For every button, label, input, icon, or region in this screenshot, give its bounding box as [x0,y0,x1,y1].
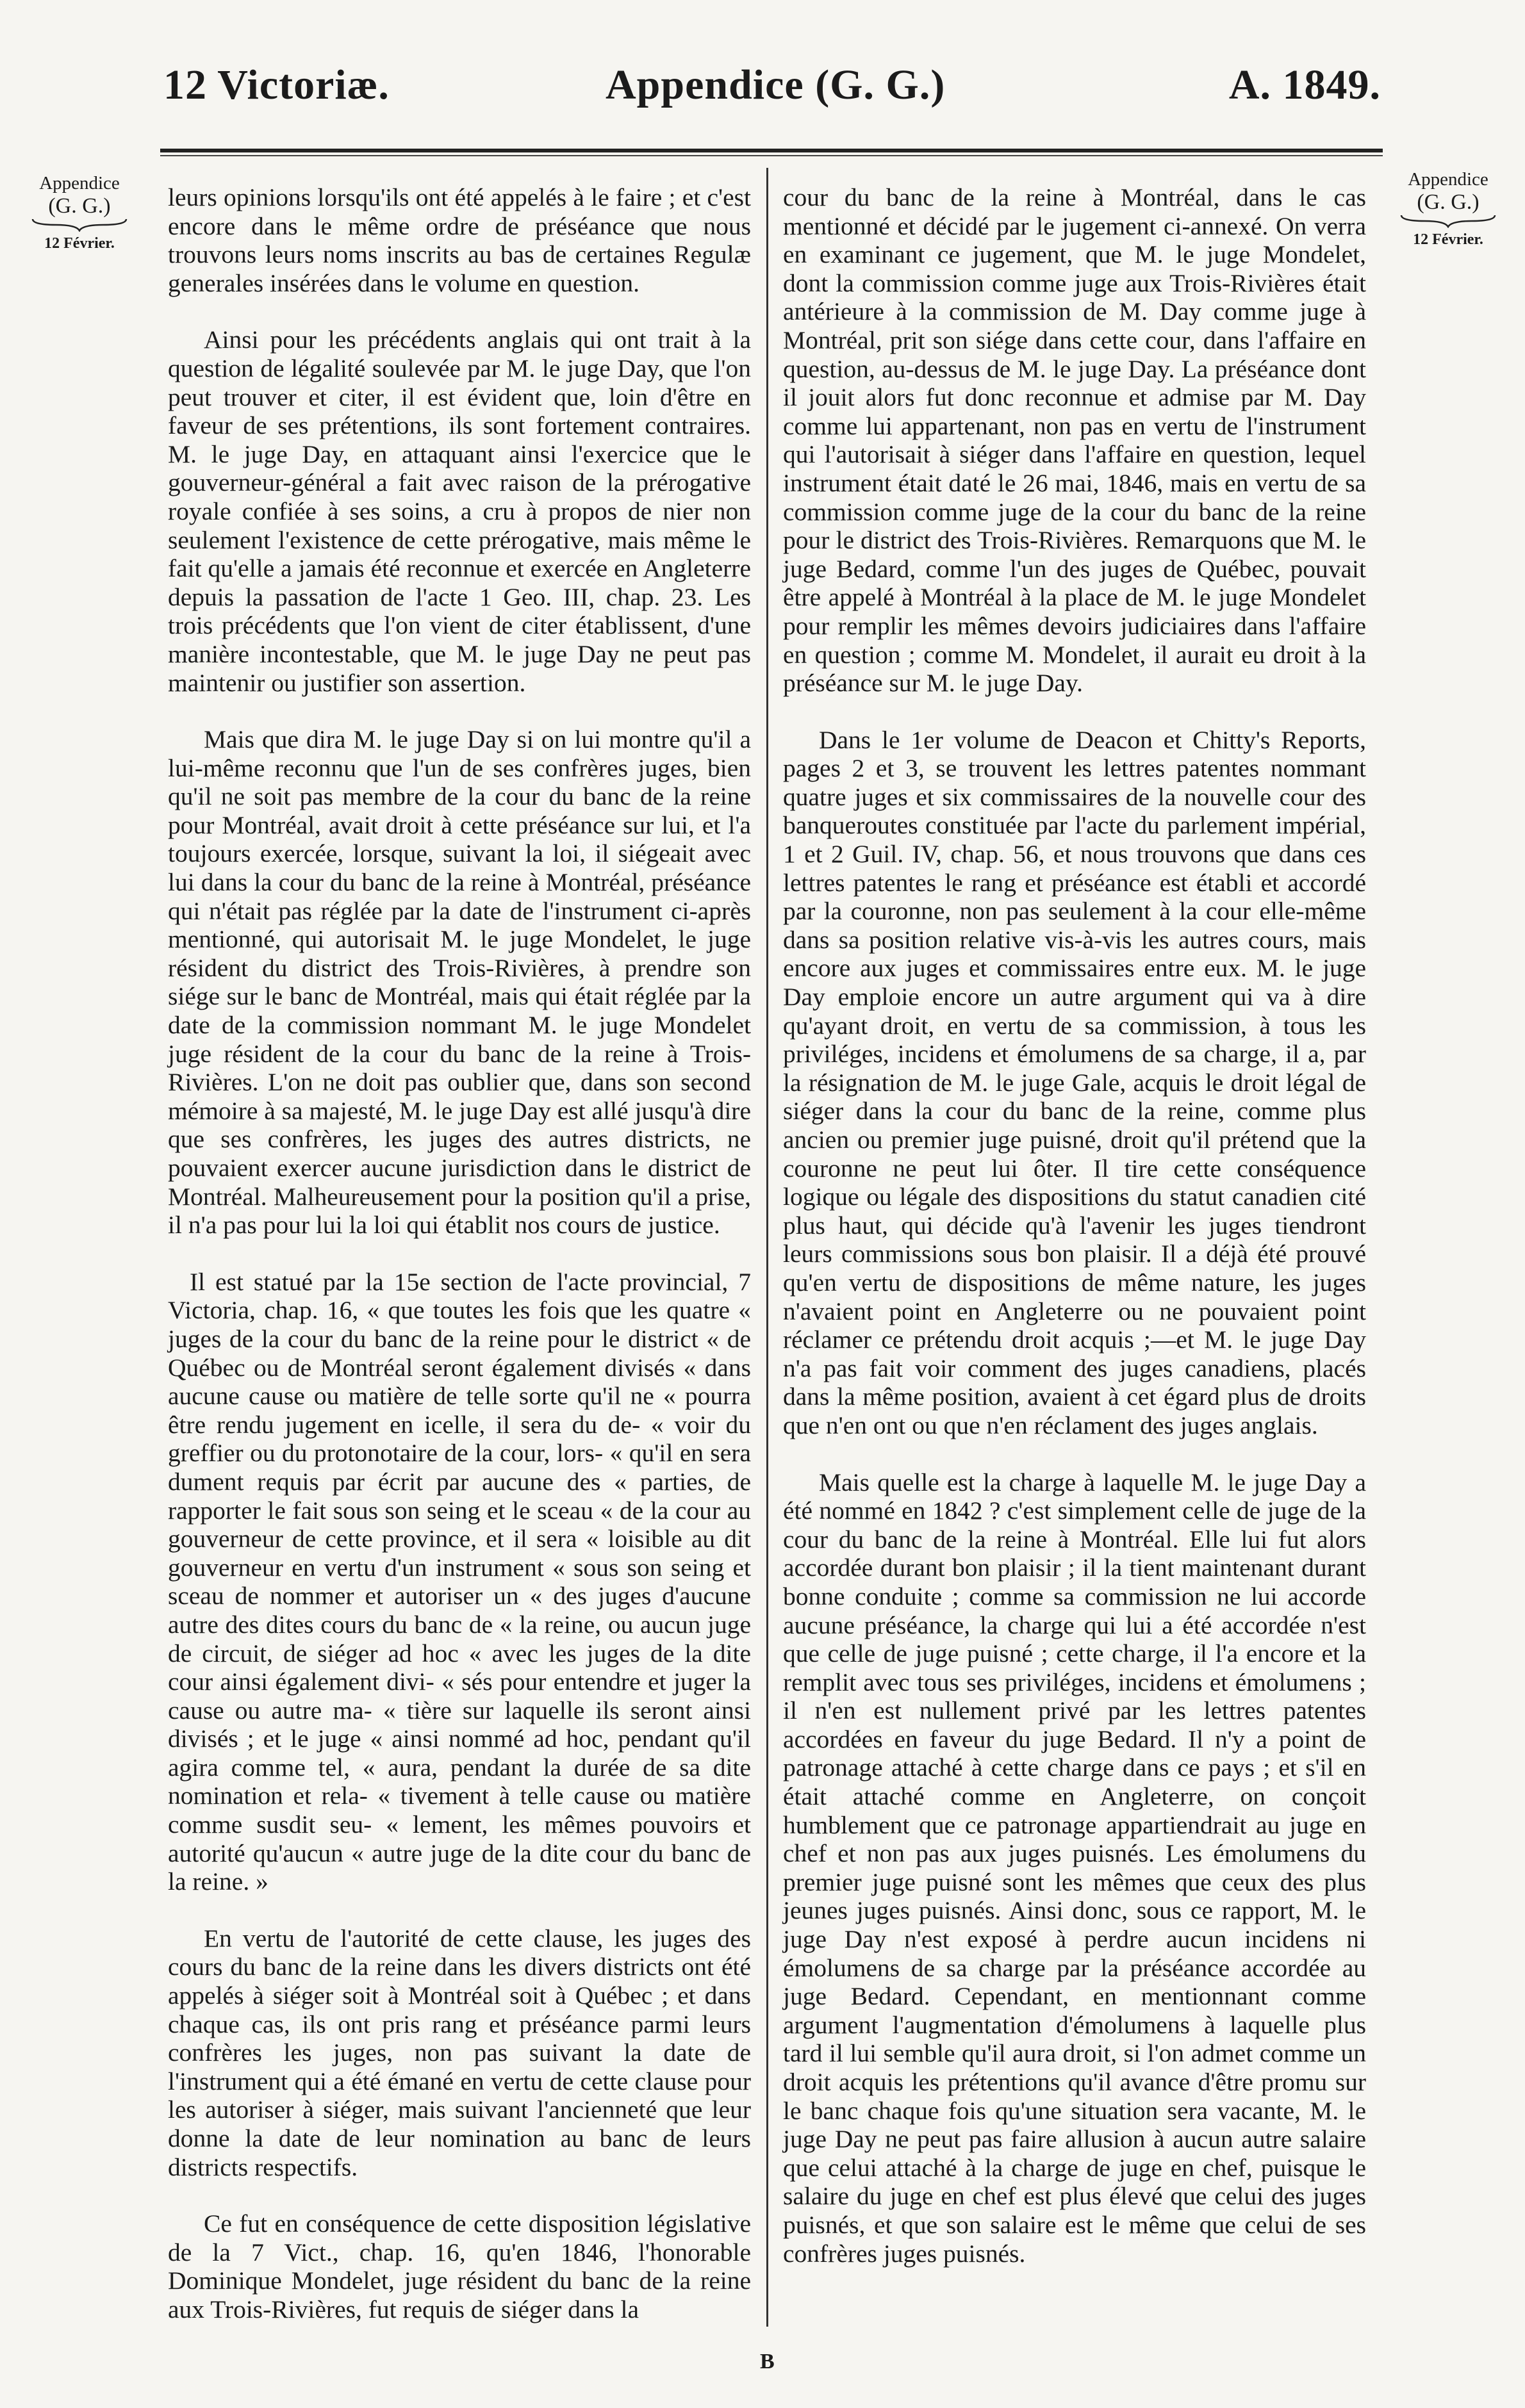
paragraph: En vertu de l'autorité de cette clause, les juges des cours du banc de la reine dans les divers districts ont été appelés à siéger soit à Montréal soit à Québec ; et dans chaque cas, ils ont pris rang et préséance parmi leurs confrères les juges, non pas suivant la date de l'instrument qui a été émané en vertu de cette clause pour les autoriser à siéger, mais suivant l'ancienneté que leur donne la date de leur nomination au banc de leurs districts respectifs. [168,1924,751,2181]
margin-note-left [19,172,140,255]
brace-icon [31,218,128,232]
margin-title: Appendice [39,173,120,193]
statute-quotation: Il est statué par la 15e section de l'acte provincial, 7 Victoria, chap. 16, « que toutes les fois que les quatre « juges de la cour du banc de la reine pour le district « de Québec ou de Montréal seront également divisés « dans aucune cause ou matière de telle sorte qu'il ne « pourra être rendu jugement en icelle, il sera du de- « voir du greffier ou du protonotaire de la cour, lors- « qu'il en sera dument requis par écrit par aucune des « parties, de rapporter le fait sous son seing et le sceau « de la cour au gouverneur de cette province, et il sera « loisible au dit gouverneur en vertu d'un instrument « sous son seing et sceau de nommer et autoriser un « des juges d'aucune autre des dites cours du banc de « la reine, ou aucun juge de circuit, de siéger ad hoc « avec les juges de la dite cour ainsi également divi- « sés pour entendre et juger la cause ou autre ma- « tière sur laquelle ils seront ainsi divisés ; et le juge « ainsi nommé ad hoc, pendant qu'il agira comme tel, « aura, pendant la durée de sa dite nomination et rela- « tivement à telle cause ou matière comme susdit seu- « lement, les mêmes pouvoirs et autorité qu'aucun « autre juge de la dite cour du banc de la reine. » [168,1267,751,1896]
margin-code: (G. G.) [1417,190,1480,214]
running-header [163,61,1381,119]
margin-note-right [1388,168,1508,251]
margin-date: 12 Février. [44,235,115,252]
paragraph: Ce fut en conséquence de cette disposition législative de la 7 Vict., chap. 16, qu'en 1846, l'honorable Dominique Mondelet, juge résident du banc de la reine aux Trois-Rivières, fut requis de siéger dans la [168,2209,751,2323]
margin-title: Appendice [1408,169,1488,190]
brace-icon [1400,214,1496,228]
paragraph: Dans le 1er volume de Deacon et Chitty's Reports, pages 2 et 3, se trouvent les lettres patentes nommant quatre juges et six commissaires de la nouvelle cour des banqueroutes constituée par l'acte du parlement impérial, 1 et 2 Guil. IV, chap. 56, et nous trouvons que dans ces lettres patentes le rang et préséance est établi et accordé par la couronne, non pas seulement à la cour elle-même dans sa position relative vis-à-vis les autres cours, mais encore aux juges et commissaires entre eux. M. le juge Day emploie encore un autre argument qui va à dire qu'ayant droit, en vertu de sa commission, à tous les priviléges, incidens et émolumens de sa charge, il a, par la résignation de M. le juge Gale, acquis le droit légal de siéger dans la cour du banc de la reine, comme plus ancien ou premier juge puisné, droit qu'il prétend que la couronne ne peut lui ôter. Il tire cette conséquence logique ou légale des dispositions du statut canadien cité plus haut, qui décide qu'à l'avenir les juges tiendront leurs commissions sous bon plaisir. Il a déjà été prouvé qu'en vertu de dispositions de même nature, les juges n'avaient point en Angleterre ou ne pouvaient point réclamer ce prétendu droit acquis ;—et M. le juge Day n'a pas fait voir comment des juges canadiens, placés dans la même position, avaient à cet égard plus de droits que n'en ont ou que n'en réclament des juges anglais. [783,725,1366,1439]
paragraph: cour du banc de la reine à Montréal, dans le cas mentionné et décidé par le jugement ci-annexé. On verra en examinant ce jugement, que M. le juge Mondelet, dont la commission comme juge aux Trois-Rivières était antérieure à la commission de M. Day comme juge à Montréal, prit son siége dans cette cour, dans l'affaire en question, au-dessus de M. le juge Day. La préséance dont il jouit alors fut donc reconnue et admise par M. Day comme lui appartenant, non pas en vertu de l'instrument qui l'autorisait à siéger dans l'affaire en question, lequel instrument était daté le 26 mai, 1846, mais en vertu de sa commission comme juge de la cour du banc de la reine pour le district des Trois-Rivières. Remarquons que M. le juge Bedard, comme l'un des juges de Québec, pouvait être appelé à Montréal à la place de M. le juge Mondelet pour remplir les mêmes devoirs judiciaires dans l'affaire en question ; comme M. Mondelet, il aurait eu droit à la préséance sur M. le juge Day. [783,183,1366,698]
header-right: A. 1849. [1228,61,1381,108]
right-text-column [783,183,1366,2296]
paragraph: Mais que dira M. le juge Day si on lui montre qu'il a lui-même reconnu que l'un de ses confrères juges, bien qu'il ne soit pas membre de la cour du banc de la reine pour Montréal, avait droit à cette préséance sur lui, et l'a toujours exercée, lorsque, suivant la loi, il siégeait avec lui dans la cour du banc de la reine à Montréal, préséance qui n'était pas réglée par la date de l'instrument ci-après mentionné, qui autorisait M. le juge Mondelet, le juge résident du district des Trois-Rivières, à prendre son siége sur le banc de Montréal, mais qui était réglée par la date de la commission nommant M. le juge Mondelet juge résident de la cour du banc de la reine à Trois-Rivières. L'on ne doit pas oublier que, dans son second mémoire à sa majesté, M. le juge Day est allé jusqu'à dire que ses confrères, les juges des autres districts, ne pouvaient exercer aucune jurisdiction dans le district de Montréal. Malheureusement pour la position qu'il a prise, il n'a pas pour lui la loi qui établit nos cours de justice. [168,725,751,1240]
left-text-column [168,183,751,2352]
paragraph: Mais quelle est la charge à laquelle M. le juge Day a été nommé en 1842 ? c'est simplement celle de juge de la cour du banc de la reine à Montréal. Elle lui fut alors accordée durant bon plaisir ; il la tient maintenant durant bonne conduite ; comme sa commission ne lui accorde aucune préséance, la charge qui lui a été accordée n'est que celle de juge puisné ; cette charge, il l'a encore et la remplit avec tous ses priviléges, incidens et émolumens ; il n'en est nullement privé par les lettres patentes accordées en faveur du juge Bedard. Il n'y a point de patronage attaché à cette charge dans ce pays ; et s'il en était attaché comme en Angleterre, on conçoit humblement que ce patronage appartiendrait au juge en chef et non pas aux juges puisnés. Les émolumens du premier juge puisné sont les mêmes que ceux des plus jeunes juges puisnés. Ainsi donc, sous ce rapport, M. le juge Day n'est exposé à perdre aucun incidens ni émolumens de sa charge par la préséance accordée au juge Bedard. Cependant, en mentionnant comme argument l'augmentation d'émolumens à laquelle plus tard il lui semble qu'il aura droit, si l'on admet comme un droit acquis les prétentions qu'il avance d'être promu sur le banc chaque fois qu'une situation sera vacante, M. le juge Day ne peut pas faire allusion à aucun autre salaire que celui attaché à la charge de juge en chef, puisque le salaire du juge en chef est plus élevé que celui des juges puisnés, et que son salaire est le même que celui de ses confrères juges puisnés. [783,1468,1366,2268]
header-rule-thin [160,155,1383,156]
header-rule-thick [160,149,1383,152]
paragraph: leurs opinions lorsqu'ils ont été appelés à le faire ; et c'est encore dans le même ordre de préséance que nous trouvons leurs noms inscrits au bas de certaines Regulæ generales insérées dans le volume en question. [168,183,751,297]
margin-code: (G. G.) [48,194,111,218]
column-divider [766,168,768,2327]
header-center: Appendice (G. G.) [606,61,946,108]
signature-mark: B [760,2350,775,2373]
header-left: 12 Victoriæ. [163,61,390,108]
margin-date: 12 Février. [1413,231,1483,248]
paragraph: Ainsi pour les précédents anglais qui ont trait à la question de légalité soulevée par M. le juge Day, que l'on peut trouver et citer, il est évident que, loin d'être en faveur de ses prétentions, ils sont fortement contraires. M. le juge Day, en attaquant ainsi l'exercice que le gouverneur-général a fait avec raison de la prérogative royale confiée à ses soins, a cru à propos de nier non seulement l'existence de cette prérogative, mais même le fait qu'elle a jamais été reconnue et exercée en Angleterre depuis la passation de l'acte 1 Geo. III, chap. 23. Les trois précédents que l'on vient de citer établissent, d'une manière incontestable, que M. le juge Day ne peut pas maintenir ou justifier son assertion. [168,325,751,697]
